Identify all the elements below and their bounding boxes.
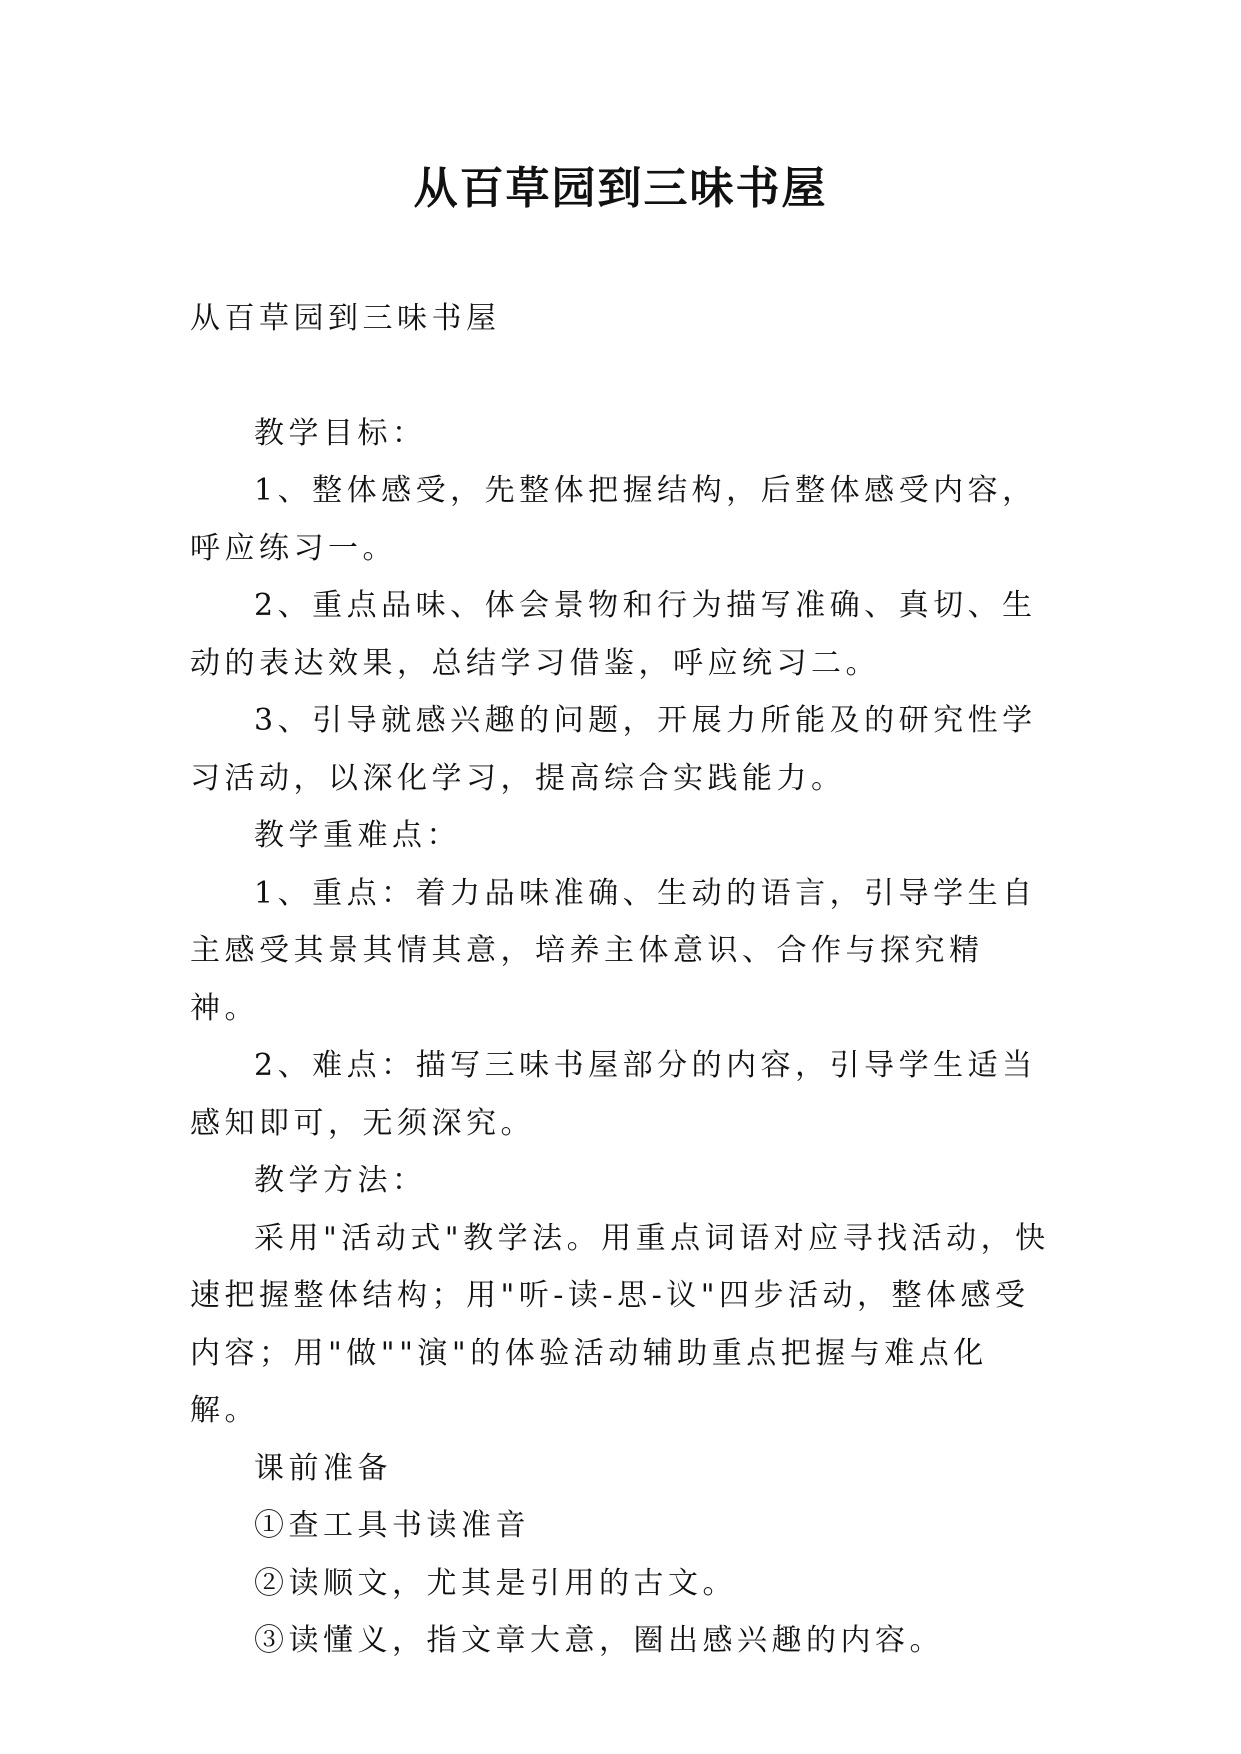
section-heading-methods: 教学方法： (254, 1163, 427, 1198)
preparation-item: ①查工具书读准音 (254, 1508, 530, 1543)
section-heading-preparation: 课前准备 (254, 1450, 392, 1486)
preparation-item: ③读懂义，指文章大意，圈出感兴趣的内容。 (254, 1623, 944, 1658)
key-point-item: 2、难点：描写三味书屋部分的内容，引导学生适当感知即可，无须深究。 (190, 1048, 1037, 1141)
section-heading-key-points: 教学重难点： (254, 818, 461, 853)
objective-item: 1、整体感受，先整体把握结构，后整体感受内容，呼应练习一。 (190, 473, 1037, 566)
document-body (190, 290, 1050, 1670)
document-subtitle: 从百草园到三味书屋 (190, 301, 501, 336)
page-title: 从百草园到三味书屋 (413, 163, 828, 214)
section-heading-objectives: 教学目标： (254, 415, 427, 451)
method-paragraph: 采用"活动式"教学法。用重点词语对应寻找活动，快速把握整体结构；用"听-读-思-议"四步活动，整体感受内容；用"做""演"的体验活动辅助重点把握与难点化解。 (190, 1220, 1050, 1428)
objective-item: 2、重点品味、体会景物和行为描写准确、真切、生动的表达效果，总结学习借鉴，呼应统习二。 (190, 588, 1037, 681)
preparation-item: ②读顺文，尤其是引用的古文。 (254, 1565, 737, 1601)
key-point-item: 1、重点：着力品味准确、生动的语言，引导学生自主感受其景其情其意，培养主体意识、合作与探究精神。 (190, 875, 1037, 1026)
objective-item: 3、引导就感兴趣的问题，开展力所能及的研究性学习活动，以深化学习，提高综合实践能力。 (190, 703, 1037, 796)
